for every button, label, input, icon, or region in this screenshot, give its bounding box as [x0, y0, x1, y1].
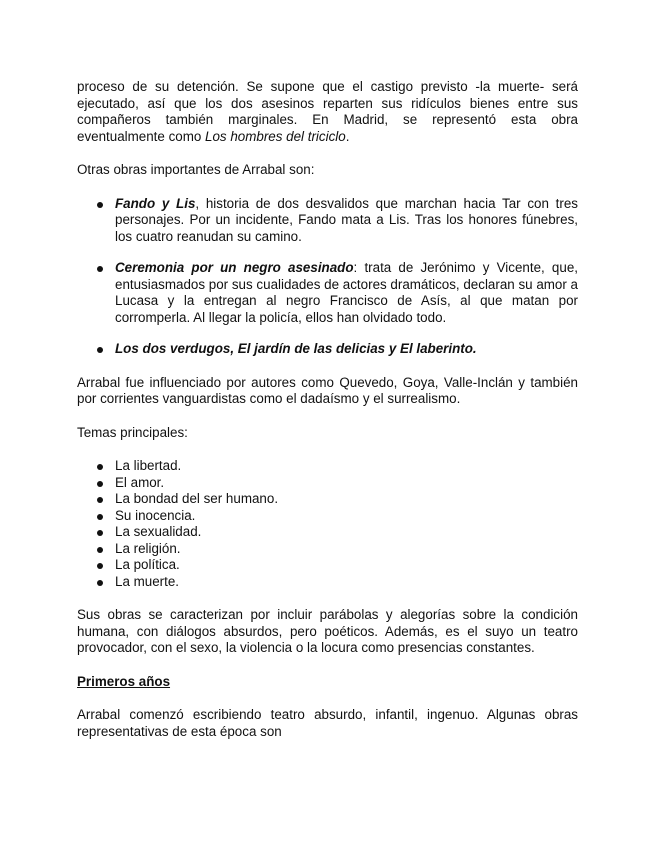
work-title: Fando y Lis	[115, 195, 196, 211]
work-title: Los dos verdugos, El jardín de las delicias y El laberinto.	[115, 341, 477, 356]
list-item: La libertad.	[77, 458, 578, 475]
paragraph-themes-intro: Temas principales:	[77, 424, 188, 440]
document-page	[77, 79, 578, 757]
list-item	[77, 196, 578, 246]
list-item	[77, 341, 578, 358]
list-item: La religión.	[77, 541, 578, 558]
paragraph-other-works: Otras obras importantes de Arrabal son:	[77, 162, 315, 177]
list-item	[77, 260, 578, 326]
paragraph-end: .	[345, 128, 350, 144]
list-item: El amor.	[77, 475, 578, 492]
paragraph-characteristics: Sus obras se caracterizan por incluir parábolas y alegorías sobre la condición humana, con diálogos absurdos, pero poéticos. Además, es el suyo un teatro provocador, con el sexo, la violencia o la locura como presencias constantes.	[77, 607, 578, 655]
work-title-triciclo: Los hombres del triciclo	[205, 128, 346, 144]
list-item: La sexualidad.	[77, 524, 578, 541]
paragraph-text: proceso de su detención. Se supone que el castigo previsto -la muerte- será ejecutado, así que los dos asesinos reparten sus ridículos bienes entre sus compañeros también marginales. En Madrid, se representó esta obra eventualmente como	[77, 79, 578, 144]
list-item: La bondad del ser humano.	[77, 491, 578, 508]
works-list	[77, 196, 578, 358]
work-title: Ceremonia por un negro asesinado	[115, 260, 354, 275]
work-description: , historia de dos desvalidos que marchan hacia Tar con tres personajes. Por un incidente, Fando mata a Lis. Tras los honores fúnebres, los cuatro reanudan su camino.	[115, 195, 578, 244]
themes-list	[77, 458, 578, 590]
work-description: : trata de Jerónimo y Vicente, que, entusiasmados por sus cualidades de actores dramáticos, declaran su amor a Lucasa y la entregan al negro Francisco de Asís, al que matan por corromperla. Al llegar la policía, ellos han olvidado todo.	[115, 260, 578, 325]
section-heading: Primeros años	[77, 673, 171, 689]
paragraph-influences: Arrabal fue influenciado por autores como Quevedo, Goya, Valle-Inclán y también por corrientes vanguardistas como el dadaísmo y el surrealismo.	[77, 374, 578, 406]
paragraph-early-years: Arrabal comenzó escribiendo teatro absurdo, infantil, ingenuo. Algunas obras representativas de esta época son	[77, 707, 578, 739]
list-item: La muerte.	[77, 574, 578, 591]
list-item: La política.	[77, 557, 578, 574]
list-item: Su inocencia.	[77, 508, 578, 525]
paragraph-triciclo	[77, 79, 578, 145]
